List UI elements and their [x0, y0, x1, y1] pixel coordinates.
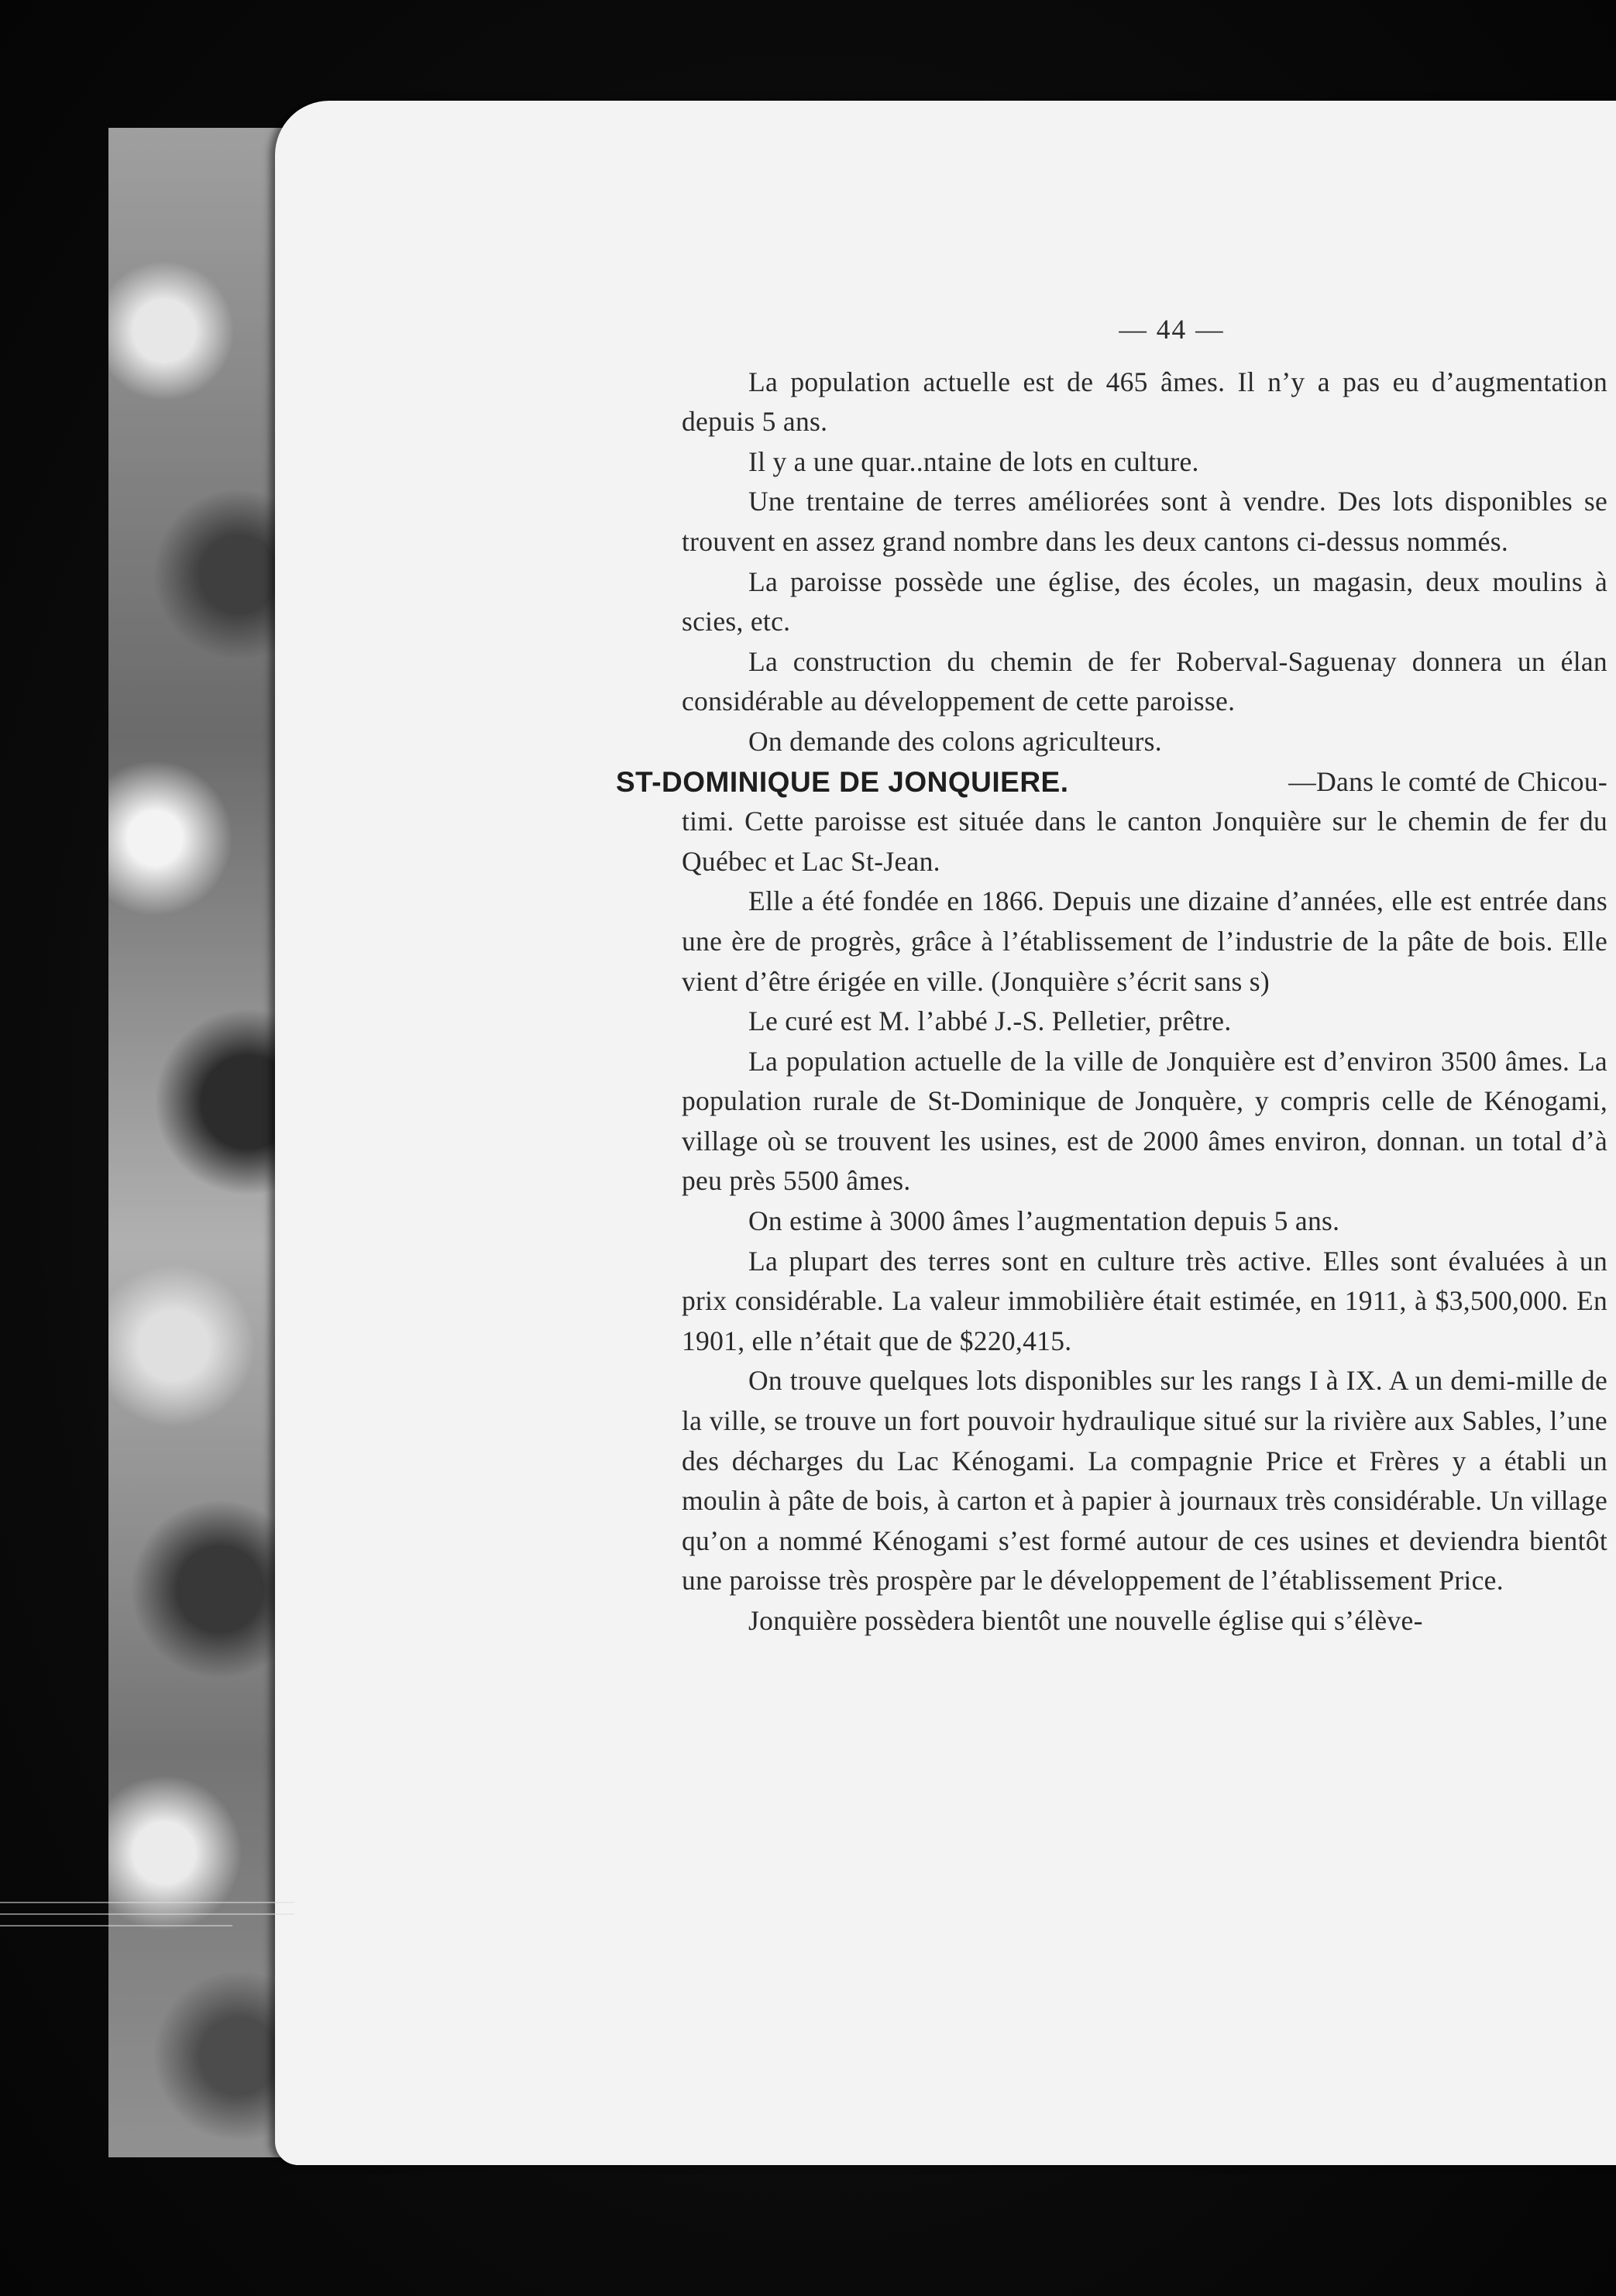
book-cover-edge — [108, 128, 294, 2157]
paragraph: La plupart des terres sont en culture très active. Elles sont évaluées à un prix considérable. La valeur immobilière était estimée, en 1911, à $3,500,000. En 1901, elle n’était que de $220,415. — [682, 1245, 1607, 1356]
section-intro-first-line: —Dans le comté de Chicou- — [1288, 765, 1607, 797]
paragraph: On estime à 3000 âmes l’augmentation depuis 5 ans. — [748, 1205, 1340, 1237]
scan-artifact-line — [0, 1902, 294, 1903]
section-entry — [616, 762, 1607, 882]
section-intro: timi. Cette paroisse est située dans le canton Jonquière sur le chemin de fer du Québec et Lac St-Jean. — [682, 806, 1607, 877]
paragraph: Une trentaine de terres améliorées sont à vendre. Des lots disponibles se trouvent en assez grand nombre dans les deux cantons ci-dessus nommés. — [682, 486, 1607, 557]
paragraph: La paroisse possède une église, des écoles, un magasin, deux moulins à scies, etc. — [682, 565, 1607, 638]
page-number: — 44 — — [1119, 314, 1225, 345]
paragraph: Le curé est M. l’abbé J.-S. Pelletier, prêtre. — [748, 1005, 1232, 1037]
section-heading: ST-DOMINIQUE DE JONQUIERE. — [616, 765, 1069, 798]
scan-artifact-line — [0, 1913, 294, 1915]
paragraph: Elle a été fondée en 1866. Depuis une dizaine d’années, elle est entrée dans une ère de progrès, grâce à l’établissement de l’industrie de la pâte de bois. Elle vient d’être érigée en ville. (Jonquière s’écrit sans s) — [682, 885, 1607, 997]
paragraph: Il y a une quar..ntaine de lots en culture. — [748, 445, 1199, 477]
scan-artifact-line — [0, 1925, 232, 1927]
paragraph: La construction du chemin de fer Roberval-Saguenay donnera un élan considérable au développement de cette paroisse. — [682, 645, 1607, 717]
paragraph: La population actuelle est de 465 âmes. Il n’y a pas eu d’augmentation depuis 5 ans. — [682, 366, 1607, 438]
paragraph: Jonquière possèdera bientôt une nouvelle église qui s’élève- — [748, 1605, 1423, 1636]
paragraph: La population actuelle de la ville de Jonquière est d’environ 3500 âmes. La population rurale de St-Dominique de Jonquère, y compris celle de Kénogami, village où se trouvent les usines, est de 2000 âmes environ, donnan. un total d’à peu près 5500 âmes. — [682, 1045, 1607, 1197]
paragraph: On trouve quelques lots disponibles sur les rangs I à IX. A un demi-mille de la ville, se trouve un fort pouvoir hydraulique situé sur la rivière aux Sables, l’une des décharges du Lac Kénogami. La compagnie Price et Frères y a établi un moulin à pâte de bois, à carton et à papier à journaux très considérable. Un village qu’on a nommé Kénogami s’est formé autour de ces usines et deviendra bientôt une paroisse très prospère par le développement de l’établissement Price. — [682, 1365, 1607, 1597]
paragraph: On demande des colons agriculteurs. — [748, 725, 1162, 757]
page-text — [616, 310, 1607, 1641]
